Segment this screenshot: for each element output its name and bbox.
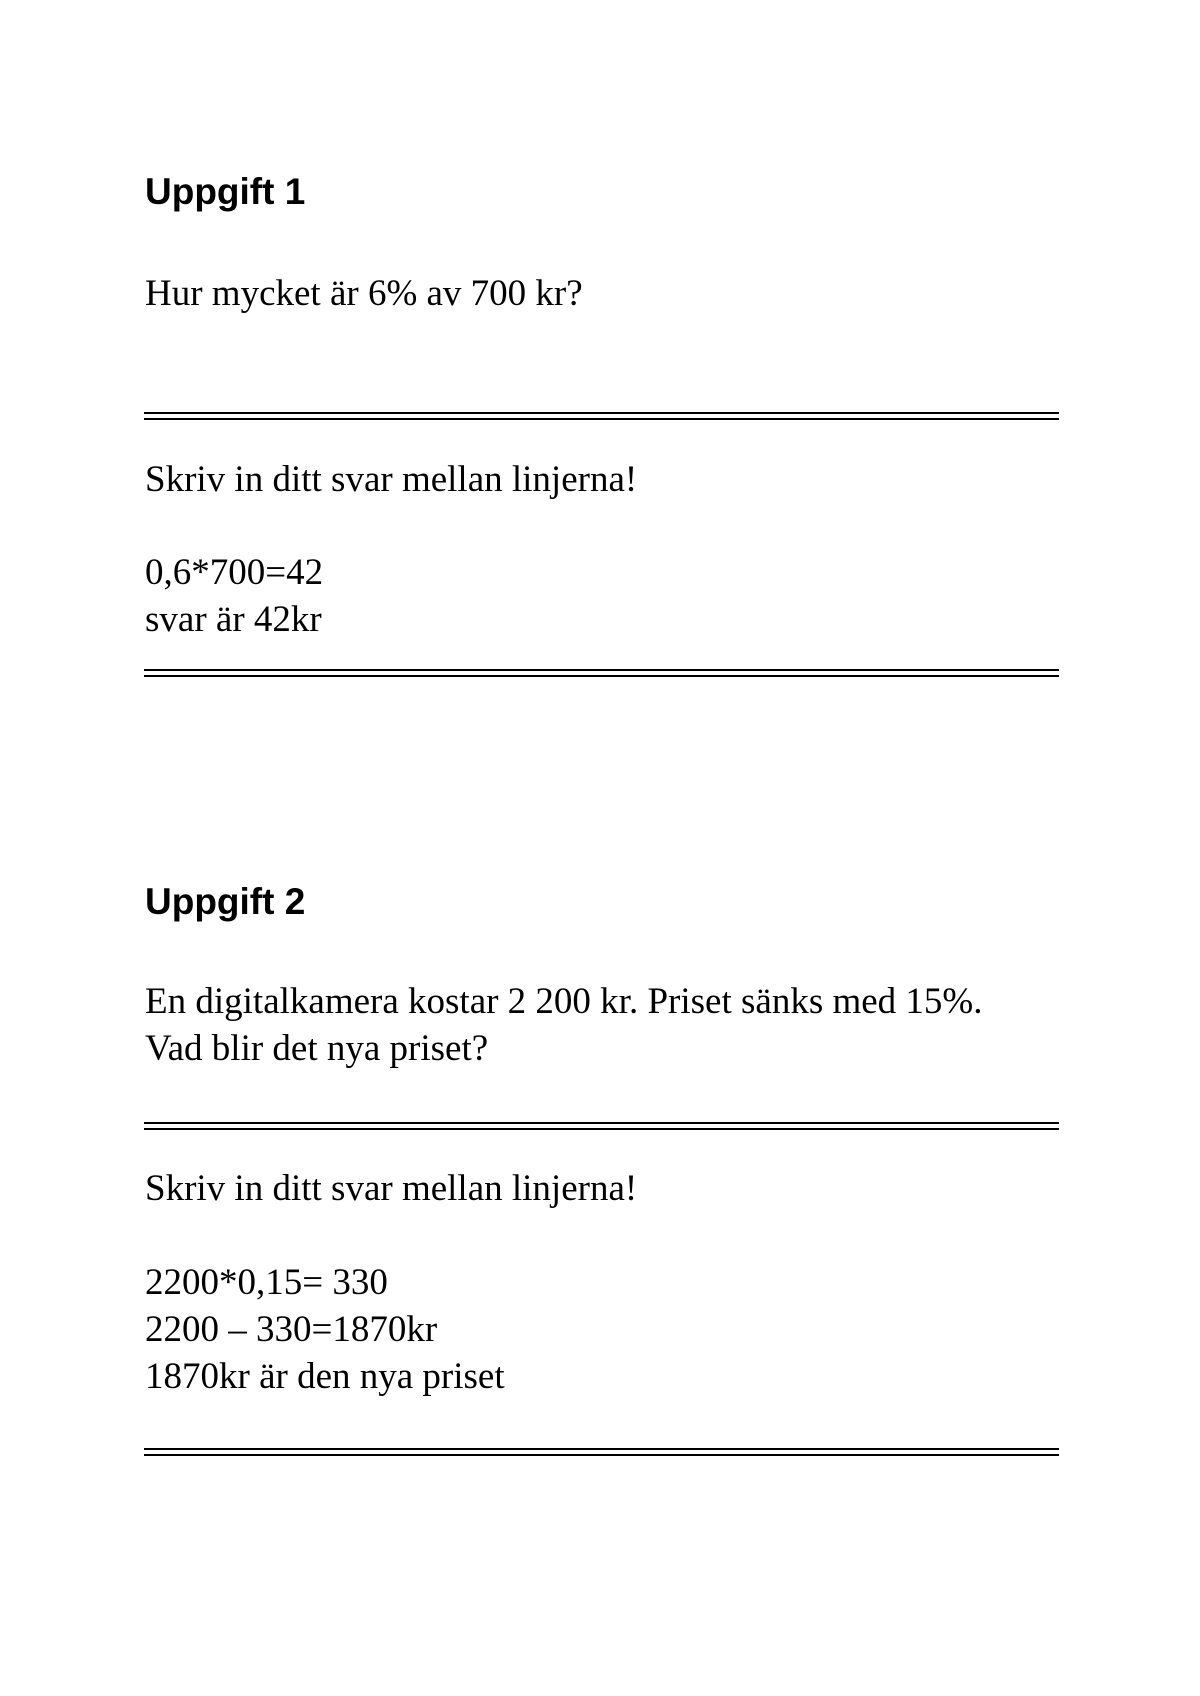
- answer-bottom-rule: [144, 1448, 1059, 1456]
- answer-line: 0,6*700=42: [145, 552, 324, 593]
- question-line: Vad blir det nya priset?: [145, 1028, 489, 1069]
- answer-line: 2200 – 330=1870kr: [145, 1309, 438, 1350]
- answer-top-rule: [144, 1122, 1059, 1130]
- question-line: En digitalkamera kostar 2 200 kr. Priset sänks med 15%.: [145, 981, 983, 1022]
- answer-area[interactable]: [145, 1259, 505, 1400]
- task-heading: Uppgift 2: [145, 881, 306, 922]
- answer-line: 2200*0,15= 330: [145, 1262, 388, 1303]
- task-question: [145, 978, 983, 1072]
- answer-bottom-rule: [144, 669, 1059, 677]
- answer-instruction: Skriv in ditt svar mellan linjerna!: [145, 1168, 638, 1209]
- answer-instruction: Skriv in ditt svar mellan linjerna!: [145, 459, 638, 500]
- answer-line: 1870kr är den nya priset: [145, 1356, 505, 1397]
- task-heading: Uppgift 1: [145, 171, 306, 212]
- answer-area[interactable]: [145, 549, 323, 643]
- task-question: [145, 270, 583, 317]
- question-line: Hur mycket är 6% av 700 kr?: [145, 273, 583, 314]
- answer-line: svar är 42kr: [145, 599, 322, 640]
- answer-top-rule: [144, 412, 1059, 420]
